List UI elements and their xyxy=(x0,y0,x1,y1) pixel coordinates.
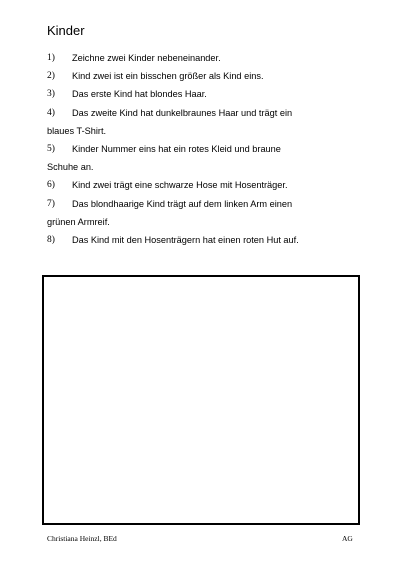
instruction-text: Das zweite Kind hat dunkelbraunes Haar und trägt ein xyxy=(72,107,293,118)
footer-initials: AG xyxy=(342,534,353,543)
instruction-item xyxy=(47,195,357,231)
instruction-item xyxy=(47,231,357,249)
instruction-text: Das erste Kind hat blondes Haar. xyxy=(72,89,207,100)
instruction-item xyxy=(47,176,357,194)
instruction-number: 1) xyxy=(47,53,55,63)
instruction-text-continued: grünen Armreif. xyxy=(47,216,110,227)
instruction-text: Zeichne zwei Kinder nebeneinander. xyxy=(72,53,221,63)
instruction-number: 4) xyxy=(47,107,55,118)
instruction-item xyxy=(47,140,357,176)
instruction-text-continued: blaues T-Shirt. xyxy=(47,125,107,136)
instruction-item xyxy=(47,49,357,67)
page-title: Kinder xyxy=(47,23,85,38)
instruction-number: 2) xyxy=(47,71,55,82)
instruction-number: 8) xyxy=(47,235,55,246)
instruction-number: 5) xyxy=(47,144,55,155)
instruction-list xyxy=(47,49,357,249)
instruction-number: 7) xyxy=(47,198,55,209)
instruction-text: Das Kind mit den Hosenträgern hat einen roten Hut auf. xyxy=(72,235,299,246)
instruction-text-continued: Schuhe an. xyxy=(47,162,94,173)
instruction-number: 6) xyxy=(47,180,55,191)
instruction-item xyxy=(47,85,357,103)
instruction-text: Kind zwei trägt eine schwarze Hose mit Hosenträger. xyxy=(72,180,288,191)
instruction-item xyxy=(47,67,357,85)
footer-author: Christiana Heinzl, BEd xyxy=(47,534,117,543)
instruction-item xyxy=(47,104,357,140)
instruction-text: Kind zwei ist ein bisschen größer als Kind eins. xyxy=(72,71,264,82)
instruction-text: Das blondhaarige Kind trägt auf dem linken Arm einen xyxy=(72,198,293,209)
drawing-area[interactable] xyxy=(42,275,360,525)
instruction-text: Kinder Nummer eins hat ein rotes Kleid und braune xyxy=(72,144,281,155)
instruction-number: 3) xyxy=(47,89,55,100)
